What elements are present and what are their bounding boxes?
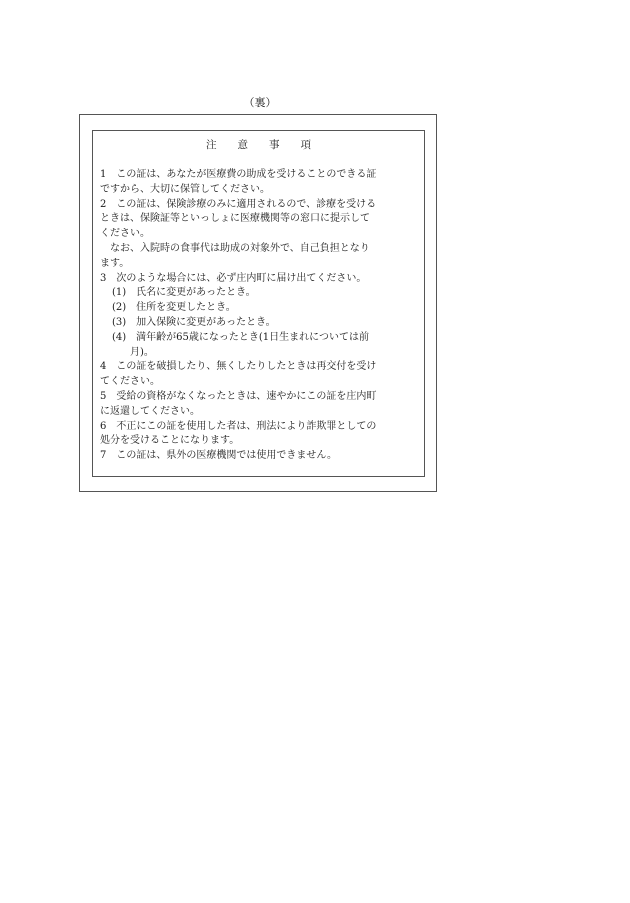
notice-line: ときは、保険証等といっしょに医療機関等の窓口に提示して [100, 213, 370, 225]
notice-line: 4 この証を破損したり、無くしたりしたときは再交付を受け [100, 361, 377, 373]
notice-line: 1 この証は、あなたが医療費の助成を受けることのできる証 [100, 169, 377, 180]
notice-item-6 [100, 420, 418, 450]
notice-line: (2) 住所を変更したとき。 [112, 302, 236, 314]
back-side-label: （裏） [243, 96, 277, 109]
notice-item-2 [100, 198, 418, 242]
notice-item-3 [100, 272, 418, 287]
notice-item-2-note [100, 242, 418, 272]
notice-line: 2 この証は、保険診療のみに適用されるので、診療を受ける [100, 198, 377, 210]
notice-list [100, 168, 418, 464]
notice-item-7 [100, 449, 418, 464]
notice-line: (3) 加入保険に変更があったとき。 [112, 316, 276, 328]
notice-line: に返還してください。 [100, 405, 200, 417]
notice-subitem-3-1 [100, 286, 418, 301]
notice-line: 3 次のような場合には、必ず庄内町に届け出てください。 [100, 272, 367, 284]
notice-line: (4) 満年齢が65歳になったとき(1日生まれについては前 [112, 331, 369, 343]
notice-box [92, 130, 425, 477]
notice-line: ます。 [100, 257, 130, 269]
notice-subitem-3-4 [100, 331, 418, 361]
notice-line: 月)。 [130, 346, 154, 358]
notice-line: 7 この証は、県外の医療機関では使用できません。 [100, 450, 337, 462]
notice-line: 6 不正にこの証を使用した者は、刑法により詐欺罪としての [100, 420, 377, 432]
notice-title: 注 意 事 項 [206, 139, 311, 151]
notice-subitem-3-3 [100, 316, 418, 331]
notice-line: 処分を受けることになります。 [100, 435, 240, 447]
notice-item-4 [100, 360, 418, 390]
notice-line: なお、入院時の食事代は助成の対象外で、自己負担となり [110, 242, 370, 254]
notice-line: (1) 氏名に変更があったとき。 [112, 287, 256, 299]
notice-item-1 [100, 168, 418, 198]
notice-line: ですから、大切に保管してください。 [100, 183, 270, 195]
notice-line: ください。 [100, 228, 150, 240]
notice-item-5 [100, 390, 418, 420]
notice-line: 5 受給の資格がなくなったときは、速やかにこの証を庄内町 [100, 390, 377, 402]
notice-subitem-3-2 [100, 301, 418, 316]
notice-line: てください。 [100, 376, 160, 388]
